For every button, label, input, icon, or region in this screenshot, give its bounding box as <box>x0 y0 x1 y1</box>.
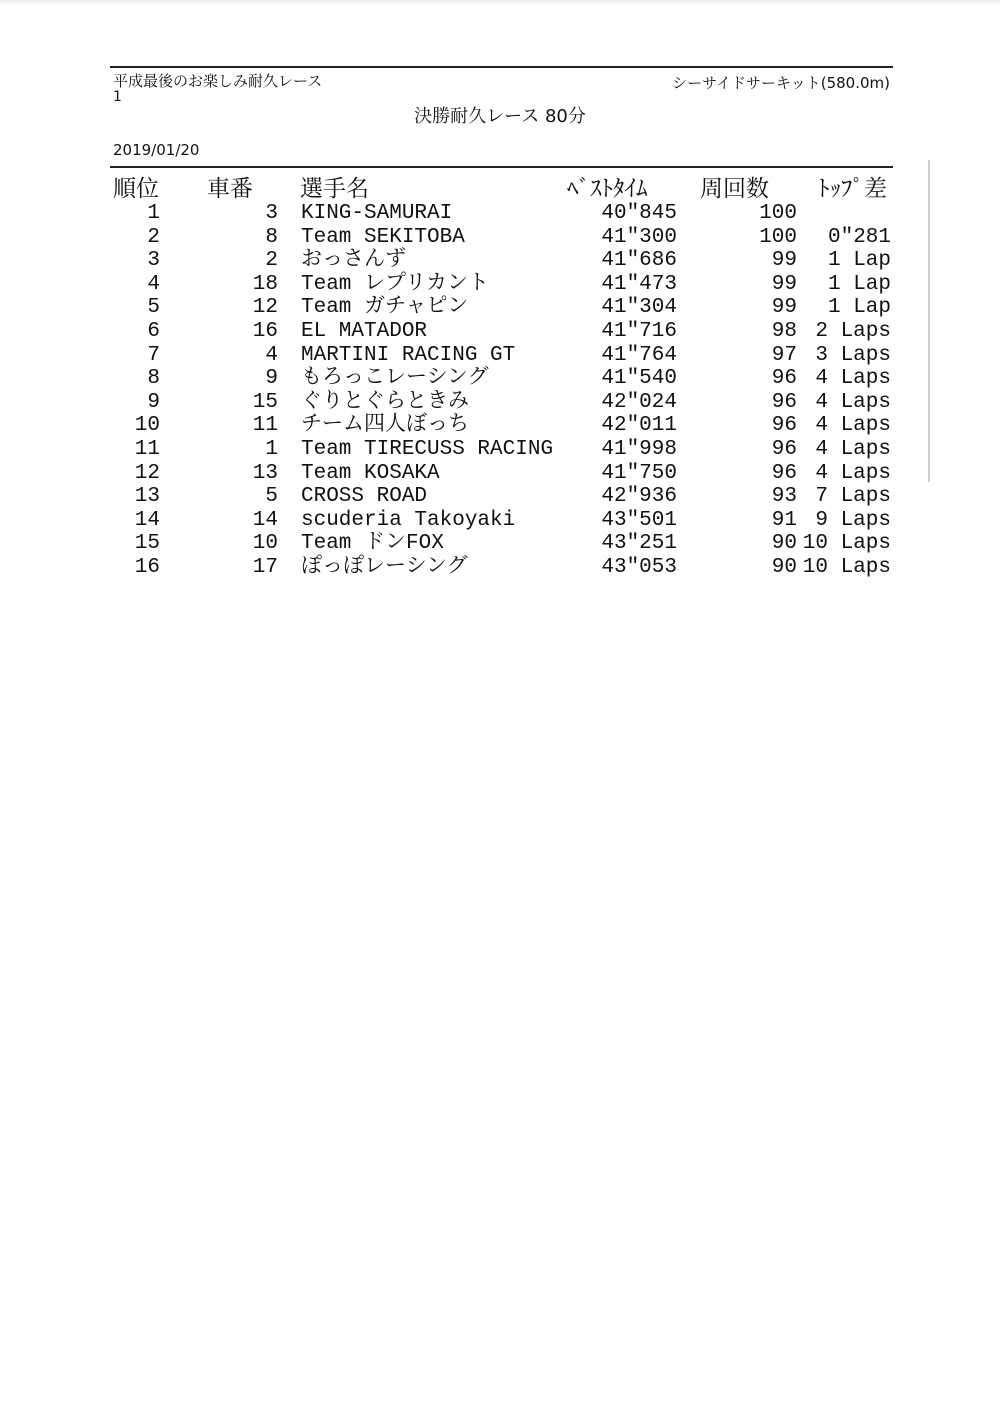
position-cell: 9 <box>147 390 160 414</box>
laps-cell: 99 <box>771 272 797 296</box>
best-time-cell: 42″936 <box>601 485 677 509</box>
position-cell: 3 <box>147 249 160 273</box>
laps-cell: 96 <box>771 437 797 461</box>
driver-cell: KING-SAMURAI <box>301 202 453 225</box>
position-cell: 12 <box>134 461 160 485</box>
best-time-cell: 41″473 <box>601 272 677 296</box>
laps-cell: 99 <box>771 296 797 320</box>
driver-cell: Team ガチャピン <box>301 296 469 320</box>
position-cell: 6 <box>147 319 160 343</box>
best-time-cell: 41″750 <box>601 461 677 485</box>
gap-cell: 0″281 <box>827 225 891 249</box>
laps-cell: 96 <box>771 390 797 414</box>
gap-cell: 9 Laps <box>815 508 891 532</box>
gap-cell: 3 Laps <box>815 343 891 367</box>
position-cell: 11 <box>134 437 160 461</box>
best-time-cell: 43″501 <box>601 508 677 532</box>
gap-cell: 4 Laps <box>815 367 891 391</box>
gap-cell: 10 Laps <box>802 532 891 556</box>
laps-cell: 96 <box>771 367 797 391</box>
car-number-cell: 3 <box>265 202 278 225</box>
position-cell: 7 <box>147 343 160 367</box>
gap-cell: 7 Laps <box>815 485 891 509</box>
table-row <box>0 296 1000 320</box>
laps-cell: 96 <box>771 461 797 485</box>
driver-cell: ぽっぽレーシング <box>301 555 468 579</box>
position-cell: 2 <box>147 225 160 249</box>
car-number-cell: 2 <box>265 249 278 273</box>
laps-cell: 98 <box>771 319 797 343</box>
table-row <box>0 202 1000 226</box>
position-cell: 15 <box>134 532 160 556</box>
laps-cell: 97 <box>771 343 797 367</box>
laps-cell: 96 <box>771 414 797 438</box>
race-title: 決勝耐久レース 80分 <box>414 106 586 127</box>
position-cell: 16 <box>134 555 160 579</box>
laps-cell: 90 <box>771 555 797 579</box>
car-number-cell: 16 <box>252 319 278 343</box>
best-time-cell: 43″053 <box>601 555 677 579</box>
gap-cell: 1 Lap <box>827 272 891 296</box>
car-number-cell: 5 <box>265 485 278 509</box>
table-row <box>0 556 1000 580</box>
driver-cell: MARTINI RACING GT <box>301 343 516 367</box>
table-row <box>0 249 1000 273</box>
column-header-position: 順位 <box>113 176 159 202</box>
page-number: 1 <box>113 89 122 105</box>
race-date: 2019/01/20 <box>113 141 200 159</box>
gap-cell: 4 Laps <box>815 461 891 485</box>
position-cell: 5 <box>147 296 160 320</box>
car-number-cell: 11 <box>252 414 278 438</box>
car-number-cell: 9 <box>265 367 278 391</box>
laps-cell: 91 <box>771 508 797 532</box>
best-time-cell: 41″998 <box>601 437 677 461</box>
table-row <box>0 320 1000 344</box>
best-time-cell: 41″716 <box>601 319 677 343</box>
car-number-cell: 8 <box>265 225 278 249</box>
driver-cell: ぐりとぐらときみ <box>301 390 469 414</box>
gap-cell: 4 Laps <box>815 390 891 414</box>
driver-cell: もろっこレーシング <box>301 367 489 391</box>
table-row <box>0 226 1000 250</box>
driver-cell: CROSS ROAD <box>301 485 428 509</box>
header-rule <box>110 166 893 168</box>
laps-cell: 93 <box>771 485 797 509</box>
car-number-cell: 18 <box>252 272 278 296</box>
best-time-cell: 41″764 <box>601 343 677 367</box>
laps-cell: 100 <box>759 202 797 225</box>
table-row <box>0 414 1000 438</box>
table-row <box>0 509 1000 533</box>
position-cell: 4 <box>147 272 160 296</box>
table-row <box>0 532 1000 556</box>
best-time-cell: 40″845 <box>601 202 677 225</box>
best-time-cell: 41″304 <box>601 296 677 320</box>
results-table <box>0 202 1000 580</box>
laps-cell: 100 <box>759 225 797 249</box>
laps-cell: 99 <box>771 249 797 273</box>
gap-cell: 1 Lap <box>827 296 891 320</box>
driver-cell: チーム四人ぼっち <box>301 414 469 438</box>
driver-cell: Team KOSAKA <box>301 461 440 485</box>
position-cell: 8 <box>147 367 160 391</box>
gap-cell: 1 Lap <box>827 249 891 273</box>
position-cell: 1 <box>147 202 160 225</box>
best-time-cell: 41″300 <box>601 225 677 249</box>
car-number-cell: 17 <box>252 555 278 579</box>
driver-cell: scuderia Takoyaki <box>301 508 516 532</box>
gap-cell: 10 Laps <box>802 555 891 579</box>
column-header-car-number: 車番 <box>207 176 253 202</box>
top-rule <box>110 66 893 68</box>
table-row <box>0 485 1000 509</box>
driver-cell: EL MATADOR <box>301 319 428 343</box>
car-number-cell: 4 <box>265 343 278 367</box>
gap-cell: 4 Laps <box>815 414 891 438</box>
table-row <box>0 367 1000 391</box>
best-time-cell: 41″686 <box>601 249 677 273</box>
best-time-cell: 41″540 <box>601 367 677 391</box>
column-header-laps: 周回数 <box>700 176 769 202</box>
car-number-cell: 15 <box>252 390 278 414</box>
car-number-cell: 10 <box>252 532 278 556</box>
driver-cell: Team ドンFOX <box>301 532 444 556</box>
driver-cell: Team SEKITOBA <box>301 225 465 249</box>
driver-cell: おっさんず <box>301 249 406 273</box>
car-number-cell: 12 <box>252 296 278 320</box>
position-cell: 13 <box>134 485 160 509</box>
column-header-gap: ﾄｯﾌﾟ差 <box>818 176 887 202</box>
car-number-cell: 13 <box>252 461 278 485</box>
scan-edge <box>0 0 1000 5</box>
laps-cell: 90 <box>771 532 797 556</box>
column-header-best-time: ﾍﾞｽﾄﾀｲﾑ <box>567 176 648 202</box>
driver-cell: Team TIRECUSS RACING <box>301 437 554 461</box>
best-time-cell: 42″011 <box>601 414 677 438</box>
table-row <box>0 273 1000 297</box>
gap-cell: 4 Laps <box>815 437 891 461</box>
column-header-driver: 選手名 <box>300 176 369 202</box>
car-number-cell: 14 <box>252 508 278 532</box>
best-time-cell: 43″251 <box>601 532 677 556</box>
position-cell: 10 <box>134 414 160 438</box>
car-number-cell: 1 <box>265 437 278 461</box>
gap-cell: 2 Laps <box>815 319 891 343</box>
table-row <box>0 344 1000 368</box>
circuit-name: シーサイドサーキット(580.0m) <box>672 74 890 92</box>
driver-cell: Team レプリカント <box>301 272 489 296</box>
best-time-cell: 42″024 <box>601 390 677 414</box>
event-name: 平成最後のお楽しみ耐久レース <box>113 72 323 90</box>
position-cell: 14 <box>134 508 160 532</box>
table-row <box>0 391 1000 415</box>
table-row <box>0 462 1000 486</box>
table-row <box>0 438 1000 462</box>
